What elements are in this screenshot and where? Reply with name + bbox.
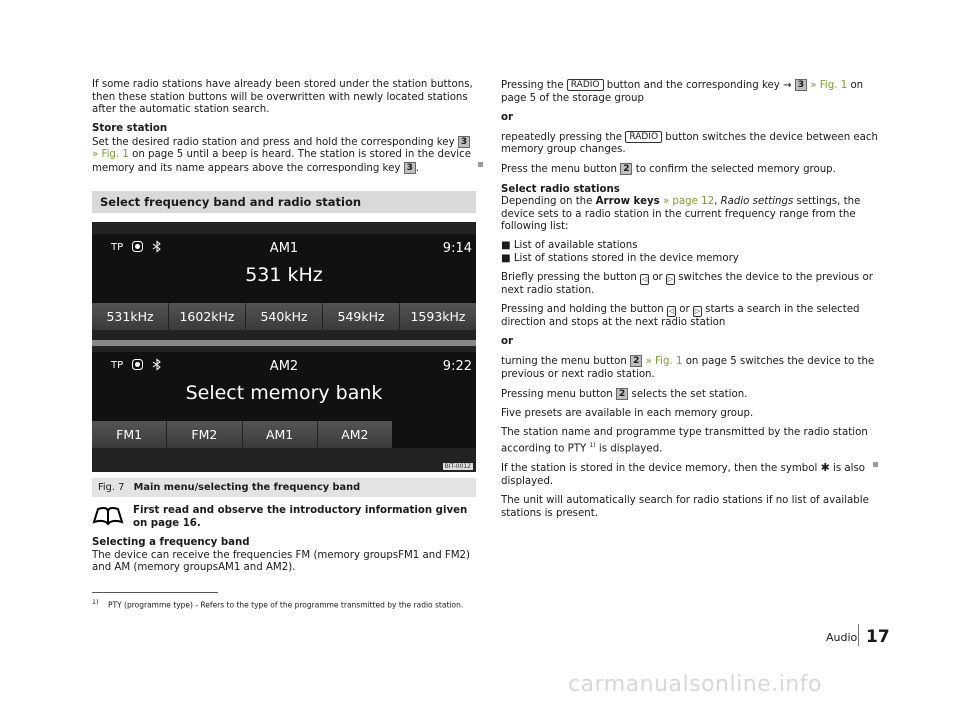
paragraph: Depending on the Arrow keys » page 12, Radio settings settings, the device sets to a radio station in the current frequency range from the following list: xyxy=(501,196,861,233)
key-2-badge: 2 xyxy=(620,163,632,175)
select-stations-heading: Select radio stations xyxy=(501,183,620,195)
clock: 9:22 xyxy=(442,359,472,374)
paragraph: turning the menu button 2 » Fig. 1 on page 5 switches the device to the previous or next radio station. xyxy=(501,356,875,380)
paragraph: The station name and programme type transmitted by the radio station according to PTY $^{1)}$ is displayed. xyxy=(501,427,868,455)
bank-button[interactable]: AM2 xyxy=(341,427,369,442)
radio-key: RADIO xyxy=(567,79,604,91)
preset-button[interactable]: 549kHz xyxy=(323,303,400,330)
caption-label: Fig. 7 xyxy=(98,482,125,493)
key-3-badge: 3 xyxy=(795,79,807,91)
arrow-left-icon: ◁ xyxy=(641,275,648,284)
left-column xyxy=(92,79,476,182)
paragraph: If the station is stored in the device memory, then the symbol ✱ is also displayed. xyxy=(501,461,866,487)
fig-1-link[interactable]: » Fig. 1 xyxy=(810,80,848,91)
select-band-heading: Selecting a frequency band xyxy=(92,537,250,548)
paragraph: Pressing menu button 2 selects the set station. xyxy=(501,389,748,401)
caption-text: Main menu/selecting the frequency band xyxy=(133,482,361,493)
band-label: AM1 xyxy=(269,241,299,256)
arrow-right-icon: ▷ xyxy=(667,275,674,284)
preset-bar xyxy=(92,303,476,330)
radio-screen-1 xyxy=(92,234,476,330)
bank-button[interactable]: AM1 xyxy=(243,421,318,448)
figure-code: BIT-0012 xyxy=(444,463,471,470)
radio-screen-2 xyxy=(92,352,476,448)
right-column xyxy=(501,79,887,527)
clock: 9:14 xyxy=(442,241,472,256)
band-label: AM2 xyxy=(269,359,299,374)
footer-rule xyxy=(858,624,859,646)
page-12-link[interactable]: » page 12 xyxy=(662,196,715,208)
preset-button[interactable]: 531kHz xyxy=(92,303,169,330)
paragraph: Five presets are available in each memory group. xyxy=(501,408,754,420)
key-2-badge: 2 xyxy=(630,355,642,367)
footer-section: Audio xyxy=(826,631,858,644)
bank-button[interactable]: FM2 xyxy=(167,421,242,448)
paragraph: Pressing and holding the button ◁ or ▷ starts a search in the selected direction and stops at the next radio station xyxy=(501,304,860,329)
tp-indicator: TP xyxy=(111,360,124,371)
select-band-text: The device can receive the frequencies FM (memory groupsFM1 and FM2) and AM (memory groupsAM1 and AM2). xyxy=(92,549,471,574)
end-mark xyxy=(478,162,483,167)
paragraph: repeatedly pressing the RADIO button switches the device between each memory group changes. xyxy=(501,131,878,156)
list-item: ■ List of available stations xyxy=(501,240,638,252)
section-title: Select frequency band and radio station xyxy=(92,191,476,213)
fig-1-link[interactable]: » Fig. 1 xyxy=(645,356,683,368)
tp-indicator: TP xyxy=(111,242,124,253)
memory-bank-bar xyxy=(92,421,392,448)
footnote: $^{1)}$ PTY (programme type) - Refers to the type of the programme transmitted by the radio station. xyxy=(92,599,464,610)
book-icon xyxy=(92,506,124,526)
key-3-badge: 3 xyxy=(404,162,416,174)
bank-button[interactable]: FM1 xyxy=(92,421,167,448)
key-2-badge: 2 xyxy=(616,388,628,400)
arrow-left-icon: ◁ xyxy=(668,307,675,316)
divider xyxy=(92,340,476,346)
star-icon: ✱ xyxy=(820,461,830,475)
figure-caption xyxy=(92,478,476,497)
paragraph: The unit will automatically search for radio stations if no list of available stations is present. xyxy=(501,495,869,519)
end-mark xyxy=(873,462,878,467)
list-item: ■ List of stations stored in the device memory xyxy=(501,253,739,265)
radio-key: RADIO xyxy=(625,131,662,143)
footnote-rule xyxy=(92,592,218,593)
page-number: 17 xyxy=(866,627,890,647)
paragraph: Pressing the RADIO button and the corresponding key → 3 » Fig. 1 on page 5 of the storage group xyxy=(501,80,864,104)
store-station-text: Set the desired radio station and press and hold the corresponding key 3 » Fig. 1 on page 5 until a beep is heard. The station is stored in the device memory and its name appears above the corresponding key 3 . xyxy=(92,136,472,175)
preset-button[interactable]: 540kHz xyxy=(246,303,323,330)
select-band-block xyxy=(92,537,476,575)
radio-figure xyxy=(92,222,476,472)
fig-1-link[interactable]: » Fig. 1 xyxy=(92,149,129,161)
or-text: or xyxy=(501,111,514,123)
paragraph: Briefly pressing the button ◁ or ▷ switches the device to the previous or next radio station. xyxy=(501,272,873,297)
preset-button[interactable]: 1593kHz xyxy=(410,309,466,324)
arrow-right-icon: ▷ xyxy=(694,307,701,316)
frequency-display: 531 kHz xyxy=(245,264,323,286)
preset-button[interactable]: 1602kHz xyxy=(169,303,246,330)
key-3-badge: 3 xyxy=(458,136,470,148)
watermark: carmanualsonline.info xyxy=(568,672,822,697)
notice-text: First read and observe the introductory information given on page 16. xyxy=(133,505,468,529)
store-station-heading: Store station xyxy=(92,123,168,135)
intro-paragraph: If some radio stations have already been stored under the station buttons, then these station buttons will be overwritten with newly located stations after the automatic station search. xyxy=(92,79,473,116)
or-text: or xyxy=(501,336,514,348)
paragraph: Press the menu button 2 to confirm the selected memory group. xyxy=(501,164,836,176)
memory-bank-prompt: Select memory bank xyxy=(185,382,383,404)
